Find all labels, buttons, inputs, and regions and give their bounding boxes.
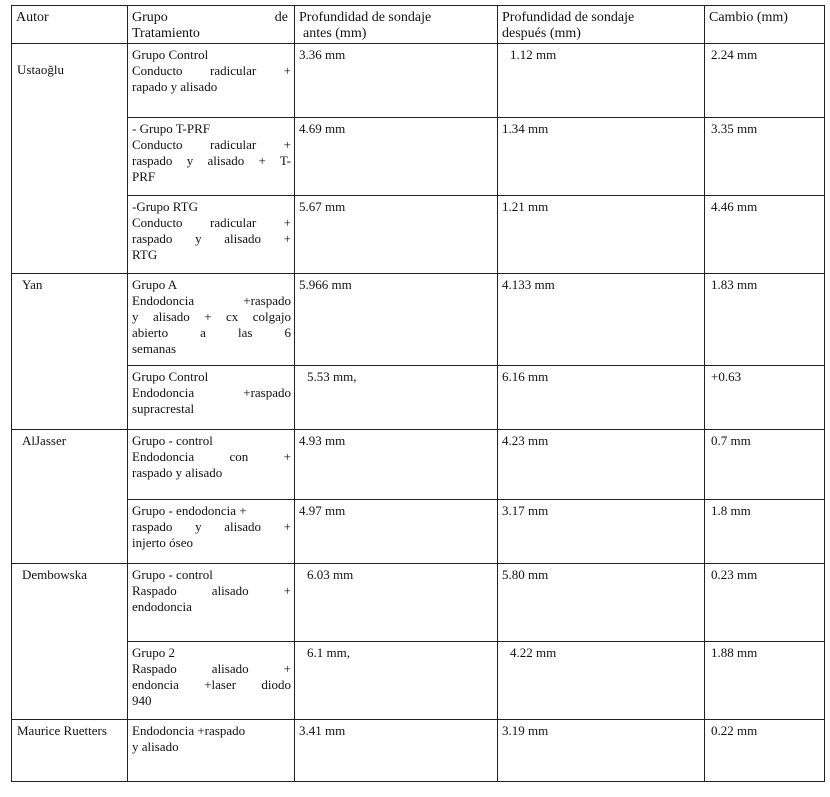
cell-despues: 4.133 mm [498, 274, 705, 366]
grupo-line: PRF [132, 169, 156, 184]
cell-autor [12, 500, 128, 564]
cell-antes: 6.1 mm, [295, 642, 498, 720]
cell-despues: 1.34 mm [498, 118, 705, 196]
cell-autor [12, 196, 128, 274]
header-despues: Profundidad de sondaje después (mm) [498, 6, 705, 44]
cell-despues: 4.22 mm [498, 642, 705, 720]
grupo-line: Grupo - control [132, 567, 213, 582]
cell-antes: 4.93 mm [295, 430, 498, 500]
grupo-line: rapado y alisado [132, 79, 218, 94]
cell-despues: 1.21 mm [498, 196, 705, 274]
cell-despues: 6.16 mm [498, 366, 705, 430]
cell-antes: 5.966 mm [295, 274, 498, 366]
cell-despues: 1.12 mm [498, 44, 705, 118]
cell-autor: AlJasser [12, 430, 128, 500]
cell-cambio: 1.8 mm [705, 500, 825, 564]
grupo-line: semanas [132, 341, 177, 356]
header-row [12, 6, 825, 44]
cell-cambio: 1.83 mm [705, 274, 825, 366]
cell-grupo [128, 44, 295, 118]
table-row [12, 564, 825, 642]
cell-antes: 6.03 mm [295, 564, 498, 642]
cell-grupo [128, 274, 295, 366]
grupo-line: endoncia +laser diodo [132, 677, 291, 692]
table-row [12, 430, 825, 500]
grupo-line: Grupo - endodoncia + [132, 503, 247, 518]
grupo-line: Raspado alisado + [132, 583, 291, 598]
cell-cambio: 3.35 mm [705, 118, 825, 196]
grupo-line: Conducto radicular + [132, 137, 291, 152]
grupo-line: Conducto radicular + [132, 63, 291, 78]
grupo-line: Grupo Control [132, 47, 209, 62]
cell-antes: 5.67 mm [295, 196, 498, 274]
grupo-line: raspado y alisado + T- [132, 153, 291, 168]
cell-grupo [128, 366, 295, 430]
table-row [12, 642, 825, 720]
grupo-line: injerto óseo [132, 535, 194, 550]
cell-grupo [128, 642, 295, 720]
cell-grupo [128, 564, 295, 642]
cell-grupo [128, 500, 295, 564]
cell-despues: 5.80 mm [498, 564, 705, 642]
grupo-line: Endodoncia +raspado [132, 293, 291, 308]
cell-cambio: 4.46 mm [705, 196, 825, 274]
table-row [12, 44, 825, 118]
header-grupo: Grupo de Tratamiento [128, 6, 295, 44]
grupo-line: abierto a las 6 [132, 325, 291, 340]
cell-grupo [128, 430, 295, 500]
grupo-line: Grupo A [132, 277, 178, 292]
header-cambio: Cambio (mm) [705, 6, 825, 44]
table-row [12, 274, 825, 366]
cell-autor: Maurice Ruetters [12, 720, 128, 782]
cell-despues: 3.17 mm [498, 500, 705, 564]
header-autor: Autor [12, 6, 128, 44]
header-antes: Profundidad de sondaje antes (mm) [295, 6, 498, 44]
grupo-line: -Grupo RTG [132, 199, 199, 214]
grupo-line: Grupo 2 [132, 645, 175, 660]
grupo-line: y alisado + cx colgajo [132, 309, 291, 324]
grupo-line: raspado y alisado [132, 465, 223, 480]
grupo-line: Endodoncia +raspado [132, 723, 246, 738]
table-row [12, 500, 825, 564]
grupo-line: raspado y alisado + [132, 519, 291, 534]
cell-cambio: 2.24 mm [705, 44, 825, 118]
grupo-line: y alisado [132, 739, 179, 754]
cell-autor [12, 118, 128, 196]
cell-grupo [128, 196, 295, 274]
cell-cambio: 0.7 mm [705, 430, 825, 500]
table-row [12, 118, 825, 196]
cell-despues: 4.23 mm [498, 430, 705, 500]
cell-autor: Dembowska [12, 564, 128, 642]
grupo-line: Raspado alisado + [132, 661, 291, 676]
grupo-line: Conducto radicular + [132, 215, 291, 230]
cell-antes: 4.69 mm [295, 118, 498, 196]
cell-cambio: 0.23 mm [705, 564, 825, 642]
grupo-line: Endodoncia con + [132, 449, 291, 464]
grupo-line: raspado y alisado + [132, 231, 291, 246]
table-row [12, 366, 825, 430]
grupo-line: supracrestal [132, 401, 195, 416]
cell-autor [12, 642, 128, 720]
grupo-line: - Grupo T-PRF [132, 121, 211, 136]
cell-cambio: 1.88 mm [705, 642, 825, 720]
cell-antes: 3.41 mm [295, 720, 498, 782]
cell-antes: 3.36 mm [295, 44, 498, 118]
cell-cambio: +0.63 [705, 366, 825, 430]
table-row [12, 196, 825, 274]
cell-autor [12, 366, 128, 430]
cell-grupo [128, 720, 295, 782]
cell-autor: Ustaoğlu [12, 44, 128, 118]
grupo-line: Endodoncia +raspado [132, 385, 291, 400]
results-table [11, 5, 825, 782]
grupo-line: endodoncia [132, 599, 192, 614]
cell-cambio: 0.22 mm [705, 720, 825, 782]
cell-antes: 4.97 mm [295, 500, 498, 564]
cell-despues: 3.19 mm [498, 720, 705, 782]
cell-autor: Yan [12, 274, 128, 366]
grupo-line: RTG [132, 247, 158, 262]
cell-grupo [128, 118, 295, 196]
table-row [12, 720, 825, 782]
cell-antes: 5.53 mm, [295, 366, 498, 430]
grupo-line: Grupo Control [132, 369, 209, 384]
grupo-line: Grupo - control [132, 433, 213, 448]
grupo-line: 940 [132, 693, 152, 708]
